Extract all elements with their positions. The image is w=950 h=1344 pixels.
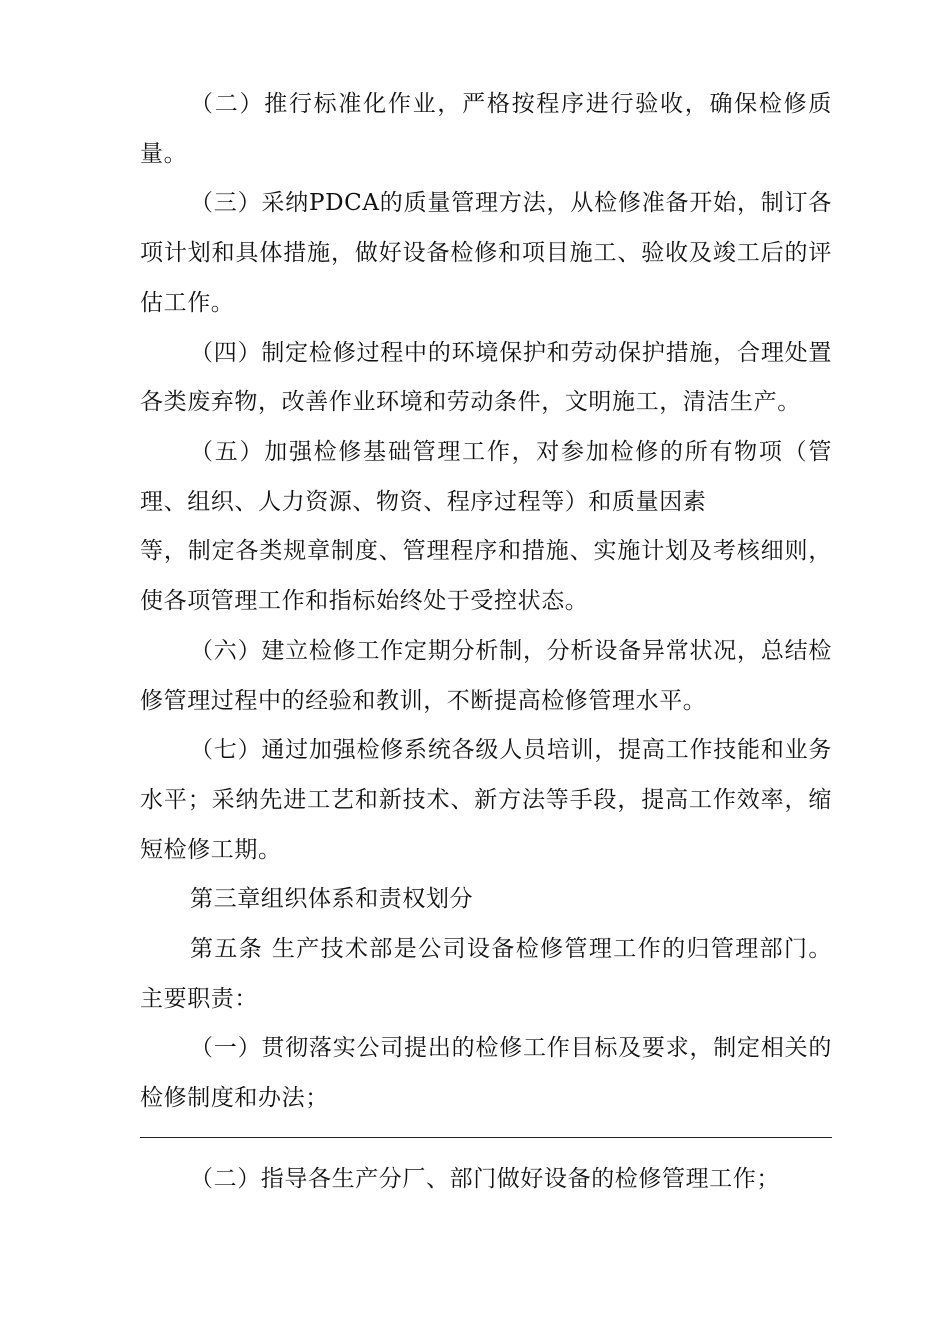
- duty-1-line-2: 检修制度和办法；: [140, 1085, 329, 1111]
- article-5-line-2: 主要职责：: [140, 986, 258, 1012]
- paragraph-5-line-3: 等，制定各类规章制度、管理程序和措施、实施计划及考核细则，: [140, 538, 832, 564]
- paragraph-7-line-1: （七）通过加强检修系统各级人员培训，提高工作技能和业务: [190, 737, 832, 763]
- paragraph-3-line-1: （三）采纳PDCA的质量管理方法，从检修准备开始，制订各: [190, 190, 832, 216]
- paragraph-5-line-4: 使各项管理工作和指标始终处于受控状态。: [140, 588, 589, 614]
- paragraph-3-line-3: 估工作。: [140, 290, 235, 316]
- duty-1-line-1: （一）贯彻落实公司提出的检修工作目标及要求，制定相关的: [190, 1035, 832, 1061]
- article-5-line-1: 第五条 生产技术部是公司设备检修管理工作的归管理部门。: [190, 936, 832, 962]
- paragraph-6-line-2: 修管理过程中的经验和教训，不断提高检修管理水平。: [140, 688, 707, 714]
- paragraph-4-line-2: 各类废弃物，改善作业环境和劳动条件，文明施工，清洁生产。: [140, 389, 801, 415]
- paragraph-5-line-1: （五）加强检修基础管理工作，对参加检修的所有物项（管: [190, 439, 832, 465]
- page-divider: [140, 1137, 832, 1138]
- chapter-heading: 第三章组织体系和责权划分: [190, 886, 474, 912]
- paragraph-5-line-2: 理、组织、人力资源、物资、程序过程等）和质量因素: [140, 489, 707, 515]
- paragraph-6-line-1: （六）建立检修工作定期分析制，分析设备异常状况，总结检: [190, 638, 832, 664]
- paragraph-2-line-1: （二）推行标准化作业，严格按程序进行验收，确保检修质: [190, 91, 832, 117]
- paragraph-2-line-2: 量。: [140, 141, 188, 167]
- paragraph-3-line-2: 项计划和具体措施，做好设备检修和项目施工、验收及竣工后的评: [140, 240, 832, 266]
- duty-2-line-1: （二）指导各生产分厂、部门做好设备的检修管理工作；: [190, 1166, 780, 1192]
- paragraph-7-line-2: 水平；采纳先进工艺和新技术、新方法等手段，提高工作效率，缩: [140, 787, 832, 813]
- paragraph-4-line-1: （四）制定检修过程中的环境保护和劳动保护措施，合理处置: [190, 340, 832, 366]
- paragraph-7-line-3: 短检修工期。: [140, 837, 282, 863]
